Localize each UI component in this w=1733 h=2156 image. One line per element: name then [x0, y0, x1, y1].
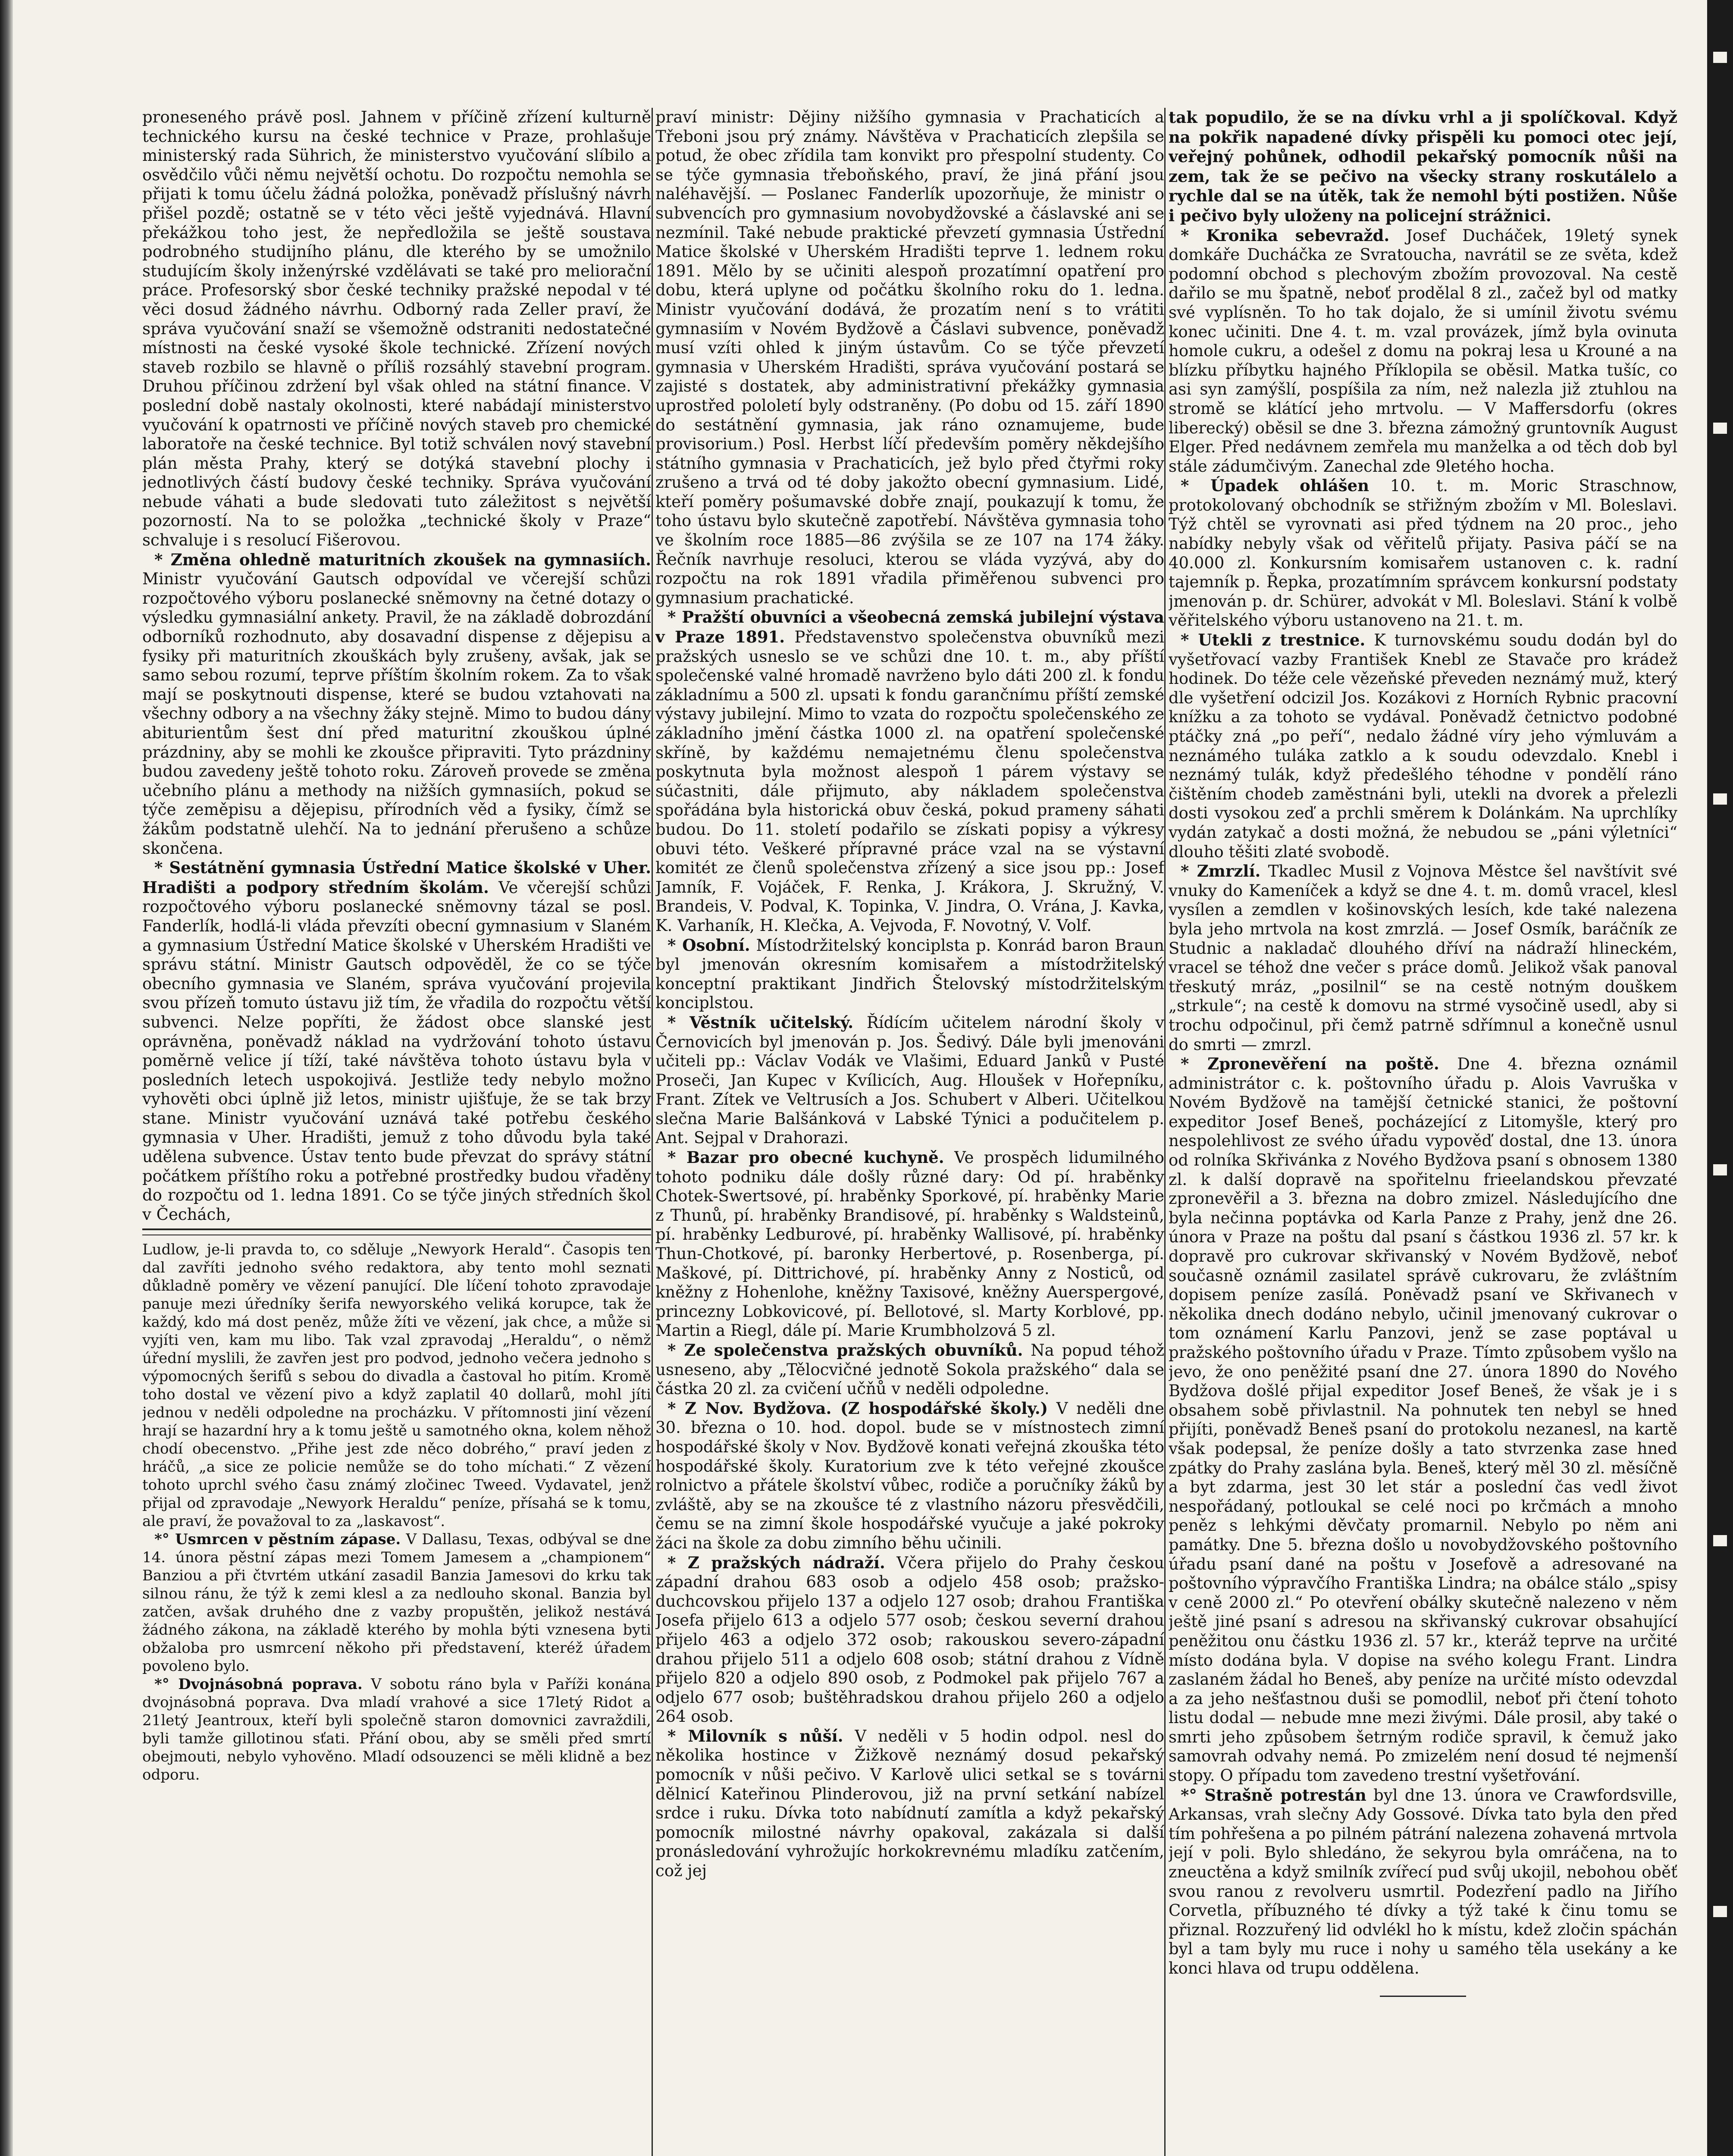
article-text: Představenstvo společenstva obuvníků mezi pražských usneslo se ve schůzi dne 10. t. m., aby příští společenské valné hromadě navrženo bylo dáti 200 zl. k fondu základnímu a 500 zl. upsati k fondu garančnímu příští zemské výstavy jubilejní. Mimo to vzata do rozpočtu společenského ze základního jmění částka 1000 zl. na opatření společenské skříně, by každému nemajetnému členu společenstva poskytnuta byla možnost alespoň 1 párem výstavy se súčastniti, dále přijmuto, aby nákladem společenstva spořádána byla historická obuv česká, pokud prameny sáhati budou. Do 11. století podařilo se získati popisy a výkresy obuvi této. Veškeré přípravné práce vzal na se výstavní komitét ze členů společenstva zřízený a sice jsou pp.: Josef Jamník, F. Vojáček, F. Renka, J. Krákora, J. Skružný, V. Brandeis, V. Podval, K. Topinka, V. Jindra, O. Vrána, J. Kavka, K. Varhaník, H. Klečka, A. Vejvoda, F. Novotný, V. Volf.	[655, 628, 1164, 935]
article-text: Místodržitelský konciplsta p. Konrád baron Braun byl jmenován okresním komisařem a místodržitelský konceptní praktikant Jindřich Štelovský místodržitelským konciplstou.	[655, 936, 1164, 1012]
column-middle	[655, 108, 1164, 2156]
article-paragraph: praví ministr: Dějiny nižšího gymnasia v Prachaticích a Třeboni jsou prý známy. Návštěva v Prachaticích zlepšila se potud, že obec zřídila tam konvikt pro přespolní studenty. Co se týče gymnasia třeboňského, praví, že jiná přání jsou naléhavější. — Poslanec Fanderlík upozorňuje, že ministr o subvencích pro gymnasium novobydžovské a čáslavské ani se nezmínil. Také nebude praktické převzetí gymnasia Ústřední Matice školské v Uherském Hradišti teprve 1. lednem roku 1891. Mělo by se učiniti alespoň prozatímní opatření pro dobu, která uplyne od počátku školního roku do 1. ledna. Ministr vyučování dodává, že prozatím není s to vrátiti gymnasiím v Novém Bydžově a Čáslavi subvence, poněvadž musí vzíti ohled k jiným ústavům. Co se týče převzetí gymnasia v Uherském Hradišti, správa vyučování postará se zajisté s dostatek, aby administrativní překážky gymnasia uprostřed pololetí byly odstraněny. (Po dobu od 15. září 1890 do sestátnění gymnasia, jak ráno oznamujeme, bude provisorium.) Posl. Herbst líčí především poměry někdejšího státního gymnasia v Prachaticích, jež bylo před čtyřmi roky zrušeno a trvá od té doby jakožto obecní gymnasium. Lidé, kteří poměry pošumavské dobře znají, poukazují k tomu, že toho ústavu bylo skutečně zapotřebí. Návštěva gymnasia toho ve školním roce 1885—86 zvýšila se ze 107 na 174 žáky. Řečník navrhuje resoluci, kterou se vláda vyzývá, aby do rozpočtu na rok 1891 vřadila přiměřenou subvenci pro gymnasium prachatické.	[655, 108, 1164, 607]
article-text: K turnovskému soudu dodán byl do vyšetřovací vazby František Knebl ze Stavače pro krádež hodinek. Do téže cele vězeňské převeden neznámý muž, který dle vyšetření odcizil Jos. Kozákovi z Horních Rybnic pracovní knížku a za tohoto se vydával. Poněvadž četnictvo podobné ptáčky zná „po peří“, nedalo žádné víry jeho výmluvám a neznámého tuláka zatklo a k soudu odevzdalo. Knebl i neznámý tulák, když předešlého téhodne v pondělí ráno čištěním chodeb zaměstnáni byli, utekli na dvorek a přelezli dosti vysokou zeď a prchli směrem k Dolánkám. Na uprchlíky vydán zatykač a dosti možná, že nebudou se „páni výletníci“ dlouho těšiti zlaté svobodě.	[1169, 631, 1677, 861]
article-heading: * Z Nov. Bydžova. (Z hospodářské školy.)	[668, 1398, 1048, 1418]
article-paragraph	[655, 936, 1164, 1013]
article-text: Včera přijelo do Prahy českou západní drahou 683 osob a odjelo 458 osob; pražsko-duchcovskou přijelo 137 a odjelo 127 osob; drahou Františka Josefa přijelo 613 a odjelo 577 osob; českou severní drahou přijelo 463 a odjelo 372 osob; rakouskou severo-západní drahou přijelo 511 a odjelo 608 osob; státní drahou z Vídně přijelo 820 a odjelo 890 osob, z Podmokel pak přijelo 767 a odjelo 677 osob; buštěhradskou drahou přijelo 260 a odjelo 264 osob.	[655, 1553, 1164, 1726]
column-right	[1169, 108, 1677, 2156]
article-text: Dne 4. března oznámil administrátor c. k. poštovního úřadu p. Alois Vavruška v Novém Bydžově na tamější četnické stanici, že poštovní expeditor Josef Beneš, pocházející z Litomyšle, který pro nespolehlivost ze svého úřadu vypověď dostal, dne 13. února od rolníka Skřivánka z Nového Bydžova psaní s obnosem 1380 zl. k další dopravě na spořitelnu frieelandskou převzaté zpronevěřil a 3. března na dobro zmizel. Následujícího dne byla nečinna poptávka od Karla Panze z Prahy, jenž dne 26. února v Praze na poštu dal psaní s částkou 1936 zl. 57 kr. k dopravě pro cukrovar skřivanský v Novém Bydžově, neboť současně oznámil zasilatel správě cukrovaru, že zvláštním dopisem peníze zasílá. Poněvadž psaní ve Skřivanech v několika dnech dodáno nebylo, učinil jmenovaný cukrovar o tom oznámení Karlu Panzovi, jenž se zase poptával u pražského poštovního úřadu v Praze. Tímto způsobem vyšlo na jevo, že ono peněžité psaní dne 27. února 1890 do Nového Bydžova došlé přijal expeditor Josef Beneš, že však je i s obsahem sobě přivlastnil. Na pohnutek ten nebyl se hned přijíti, poněvadž Beneš psaní do protokolu nezanesl, na kartě však podepsal, že peníze došly a tato stvrzenka zase hned zpátky do Prahy zaslána byla. Beneš, který měl 30 zl. měsíčně a byt zdarma, jest 30 let stár a poslední čas vedl život nespořádaný, potloukal se celé noci po krčmách a mnoho peněz s lehkými děvčaty promarnil. Nebylo po něm ani památky. Dne 5. března došlo u novobydžovského poštovního úřadu psaní dané na poštu v Josefově a adresované na poštovního výpravčího Františka Lindra; na obálce stálo „spisy v ceně 2000 zl.“ Po otevření obálky skutečně nalezeno v něm ještě jiné psaní s adresou na skřivanský cukrovar obsahující peněžitou onu částku 1936 zl. 57 kr., kteráž teprve na určité místo dodána byla. V dopise na svého kolegu Frant. Lindra zaslaném žádal ho Beneš, aby peníze na určité místo odevzdal a za jeho nešťastnou duši se pomodlil, neboť při čtení tohoto listu dodal — nebude mne mezi živými. Dále prosil, aby také o smrti jeho způsobem šetrným rodiče spravil, k čemuž jako samovrah odvahy nemá. Po zmizelém není dosud té nejmenší stopy. O případu tom zavedeno trestní vyšetřování.	[1169, 1055, 1677, 1785]
edge-mark	[1713, 793, 1727, 805]
article-heading: * Úpadek ohlášen	[1181, 476, 1369, 495]
article-heading: * Sestátnění gymnasia Ústřední Matice školské v Uher. Hradišti a podpory středním školám.	[142, 858, 651, 897]
article-paragraph	[142, 1675, 651, 1784]
article-heading: * Z pražských nádraží.	[668, 1553, 885, 1572]
feuilleton-section	[142, 1241, 651, 1784]
article-text: V sobotu ráno byla v Paříži konána dvojnásobná poprava. Dva mladí vrahové a sice 17letý Ridot a 21letý Jeantroux, kteří byli společně staron domovnici zavraždili, byli tamže gillotinou sťati. Přání obou, aby se směli před smrtí obejmouti, nebylo vyhověno. Mladí odsouzenci se měli klidně a bez odporu.	[142, 1676, 651, 1784]
article-text: Tkadlec Musil z Vojnova Městce šel navštívit své vnuky do Kameníček a když se dne 4. t. m. domů vracel, klesl vysílen a zemdlen v košinovských lesích, kde také nalezena byla jeho mrtvola na kost zmrzlá. — Josef Osmík, baráčník ze Studnic a nakladač dlouhého dříví na nádraží hlineckém, vracel se téhož dne večer s práce domů. Jelikož však panoval třeskutý mráz, „posilnil“ se na cestě notným douškem „strkule“; na cestě k domovu na strmé vysočině usedl, aby si trochu odpočinul, při čemž patrně sdřímnul a konečně usnul do smrti — zmrzl.	[1169, 862, 1677, 1054]
article-heading: * Pražští obuvníci a všeobecná zemská jubilejní výstava v Praze 1891.	[655, 608, 1164, 647]
article-heading: * Kronika sebevražd.	[1181, 226, 1390, 245]
article-text: V neděli dne 30. března o 10. hod. dopol. bude se v místnostech zimní hospodářské školy v Nov. Bydžově konati veřejná zkouška této hospodářské školy. Kuratorium zve k této veřejné zkoušce rolnictvo a přátele školství vůbec, rodiče a poručníky žáků by zvláště, aby se na zkoušce té z vlastního názoru přesvědčili, čemu se na zimní škole hospodářské vyučuje a jaké pokroky žáci na škole za dobu zimního běhu učinili.	[655, 1399, 1164, 1552]
article-paragraph	[142, 550, 651, 859]
article-heading: * Ze společenstva pražských obuvníků.	[668, 1341, 1023, 1360]
article-text: byl dne 13. února ve Crawfordsville, Arkansas, vrah slečny Ady Gossové. Dívka tato byla den před tím pohřešena a po pilném pátrání nalezena zohavená mrtvola její v poli. Bylo shledáno, že sekyrou byla omráčena, na to zneuctěna a když smilník zvířecí pud svůj ukojil, nebohou oběť svou ranou z revolveru usmrtil. Podezření padlo na Jiřího Corvetla, příbuzného té dívky a týž také k činu tomu se přiznal. Rozzuřený lid odvlékl ho k místu, kdež zločin spáchán byl a tam byly mu ruce i nohy u samého těla usekány a ke konci hlava od trupu oddělena.	[1169, 1786, 1677, 1977]
article-paragraph	[655, 1553, 1164, 1727]
article-heading: *° Strašně potrestán	[1181, 1785, 1366, 1805]
article-paragraph: proneseného právě posl. Jahnem v příčině zřízení kulturně technického kursu na české technice v Praze, prohlašuje ministerský rada Sührich, že ministerstvo vyučování slíbilo a osvědčilo vůči němu největší ochotu. Do rozpočtu nemohla se přijati k tomu účelu žádná položka, poněvadž příslušný návrh přišel pozdě; ostatně se v této věci ještě vyjednává. Hlavní překážkou toho jest, že nepředložila se ještě soustava podrobného studijního plánu, dle kterého by se umožnilo studujícím školy inženýrské vzdělávati se také pro meliorační práce. Profesorský sbor české techniky pražské nepodal v té věci dosud žádného návrhu. Odborný rada Zeller praví, že správa vyučování snaží se všemožně odstraniti nedostatečné místnosti na české vysoké škole technické. Zřízení nových staveb rozbilo se hlavně o příliš rozsáhlý stavební program. Druhou příčinou zdržení byl však ohled na státní finance. V poslední době nastaly okolnosti, které nabádají ministerstvo vyučování k opatrnosti ve příčině nových staveb pro chemické laboratoře na české technice. Byl totiž schválen nový stavební plán města Prahy, který se dotýká stavební plochy i jednotlivých částí budovy české techniky. Správa vyučování nebude váhati a bude sledovati tuto záležitost s největší pozorností. Na to se položka „technické školy v Praze“ schvaluje i s resolucí Fišerovou.	[142, 108, 651, 550]
article-heading: * Utekli z trestnice.	[1181, 630, 1366, 650]
column-left	[142, 108, 651, 2156]
article-paragraph	[1169, 1054, 1677, 1786]
page-fold-shadow	[0, 0, 13, 2156]
article-heading: *° Usmrcen v pěstním zápase.	[154, 1531, 401, 1548]
edge-mark	[1713, 423, 1727, 434]
end-rule	[1380, 1996, 1466, 1997]
article-text: 10. t. m. Moric Straschnow, protokolovaný obchodník se střižným zbožím v Ml. Boleslavi. Týž chtěl se vyrovnati asi před týdnem na 20 proc., jeho nabídky nebyly však od věřitelů přijaty. Pasiva páčí se na 40.000 zl. Konkursním komisařem ustanoven c. k. radní tajemník p. Řepka, prozatímním správcem konkursní podstaty jmenován p. dr. Schürer, advokát v Ml. Boleslavi. Stání k volbě věřitelského výboru ustanoveno na 21. t. m.	[1169, 476, 1677, 630]
article-paragraph	[655, 1341, 1164, 1399]
article-heading: * Bazar pro obecné kuchyně.	[668, 1148, 944, 1167]
article-heading: * Věstník učitelský.	[668, 1012, 854, 1032]
article-heading: * Osobní.	[668, 935, 750, 955]
article-heading: * Zpronevěření na poště.	[1181, 1054, 1439, 1074]
column-rule	[1164, 108, 1166, 2156]
article-heading: * Změna ohledně maturitních zkoušek na gymnasiích.	[154, 550, 651, 569]
article-text: Ve prospěch lidumilného tohoto podniku dále došly různé dary: Od pí. hraběnky Chotek-Swertsové, pí. hraběnky Sporkové, pí. hraběnky Marie z Thunů, pí. hraběnky Brandisové, pí. hraběnky s Waldsteinů, pí. hraběnky Ledburové, pí. hraběnky Wallisové, pí. hraběnky Thun-Chotkové, pí. baronky Herbertové, p. Rosenberga, pí. Maškové, pí. Dittrichové, pí. hraběnky Anny z Nosticů, od kněžny z Hohenlohe, kněžny Taxisové, kněžny Auerspergové, princezny Lobkovicové, pí. Bellotové, sl. Marty Korblové, pp. Martin a Riegl, dále pí. Marie Krumbholzová 5 zl.	[655, 1148, 1164, 1340]
article-paragraph	[142, 1530, 651, 1675]
article-heading: *° Dvojnásobná poprava.	[154, 1676, 363, 1693]
article-text: Ve včerejší schůzi rozpočtového výboru poslanecké sněmovny tázal se posl. Fanderlík, hodlá-li vláda převzíti obecní gymnasium v Slaném a gymnasium Ústřední Matice školské v Uherském Hradišti ve správu státní. Ministr Gautsch odpověděl, že co se týče obecního gymnasia ve Slaném, správa vyučování projevila svou přízeň tomuto ústavu již tím, že vřadila do rozpočtu větší subvenci. Nelze popříti, že žádost obce slanské jest oprávněna, poněvadž náklad na vydržování tohoto ústavu poměrně velice jí tíží, také návštěva tohoto ústavu byla v posledních letech uspokojivá. Jestliže tedy nebylo možno vyhověti obci úplně již letos, ministr ujišťuje, že se tak brzy stane. Ministr vyučování uznává také potřebu českého gymnasia v Uher. Hradišti, jemuž z toho důvodu byla také udělena subvence. Ústav tento bude převzat do správy státní počátkem příštího roku a potřebné prostředky budou vřaděny do rozpočtu od 1. ledna 1891. Co se týče jiných středních škol v Čechách,	[142, 878, 651, 1224]
article-paragraph	[655, 1399, 1164, 1553]
article-paragraph: Ludlow, je-li pravda to, co sděluje „Newyork Herald“. Časopis ten dal zavříti jednoho svého redaktora, aby tento mohl seznati důkladně poměry ve vězení panující. Dle líčení tohoto zpravodaje panuje mezi úředníky šerifa newyorského veliká korupce, tak že každý, kdo má dost peněz, může žíti ve vězení, jak chce, a může si vyjíti ven, kam mu libo. Tak vzal zpravodaj „Heraldu“, o němž úřední myslili, že zavřen jest pro podvod, jednoho večera jednoho s výpomocných šerifů s sebou do divadla a častoval ho pitím. Kromě toho dostal ve vězení pivo a když zaplatil 40 dollarů, mohl jíti jednou v neděli odpoledne na procházku. V přítomnosti jiní vězení hrají se hazardní hry a k tomu ještě u samotného okna, kolem něhož chodí obecenstvo. „Přihe jest zde něco dobrého,“ praví jeden z hráčů, „a sice ze policie nemůže se do toho míchati.“ Z vězení tohoto uprchl svého času známý zločinec Tweed. Vydavatel, jenž přijal od zpravodaje „Newyork Heraldu“ peníze, přísahá se k tomu, ale praví, že považoval to za „laskavost“.	[142, 1241, 651, 1530]
edge-mark	[1713, 1164, 1727, 1175]
article-paragraph	[1169, 1786, 1677, 1978]
article-paragraph	[655, 1727, 1164, 1881]
column-rule	[652, 108, 653, 2156]
article-paragraph	[655, 1013, 1164, 1148]
article-text: Řídícím učitelem národní školy v Černovicích byl jmenován p. Jos. Šedivý. Dále byli jmenováni učiteli pp.: Václav Vodák ve Vlašimi, Eduard Janků v Pusté Proseči, Jan Kupec v Kvílicích, Aug. Hloušek v Hořepníku, Frant. Zítek ve Veltrusích a Jos. Schubert v Alberi. Učitelkou slečna Marie Balšánková v Labské Týnici a podučitelem p. Ant. Sejpal v Drahorazi.	[655, 1013, 1164, 1147]
section-separator	[142, 1228, 651, 1230]
article-paragraph	[142, 858, 651, 1224]
edge-mark	[1713, 1906, 1727, 1917]
article-text: V neděli v 5 hodin odpol. nesl do několika hostince v Žižkově neznámý dosud pekařský pomocník v nůši pečivo. V Karlově ulici setkal se s továrni dělnicí Kateřinou Plinderovou, již na první setkání nabízel srdce i ruku. Dívka toto nabídnutí zamítla a když pekařský pomocník milostné návrhy opakoval, zakázala si další pronásledování vyhrožujíc horkokrevnému mladíku zatčením, což jej	[655, 1727, 1164, 1880]
article-paragraph	[1169, 108, 1677, 226]
article-paragraph	[1169, 630, 1677, 862]
article-heading: * Milovník s nůší.	[668, 1726, 843, 1745]
article-text: Ministr vyučování Gautsch odpovídal ve včerejší schůzi rozpočtového výboru poslanecké sněmovny na četné dotazy o výsledku gymnasiální ankety. Pravil, že na základě dobrozdání odborníků rozhodnuto, aby dosavadní dispense z dějepisu a fysiky při maturitních zkouškách byly zrušeny, avšak, jak se samo sebou rozumí, teprve příštím školním rokem. Za to však mají se poskytnouti dispense, které se budou vztahovati na všechny odbory a na všechny žáky stejně. Mimo to budou dány abiturientům šest dní před maturitní zkouškou úplné prázdniny, aby se mohli ke zkoušce připraviti. Tyto prázdniny budou zavedeny ještě tohoto roku. Zároveň provede se změna učebního plánu a methody na nižších gymnasiích, pokud se týče zeměpisu a dějepisu, přírodních věd a fysiky, čímž se žákům podstatně ulehčí. Na to jednání přerušeno a schůze skončena.	[142, 570, 651, 858]
article-paragraph	[1169, 862, 1677, 1054]
article-text-bold: tak popudilo, že se na dívku vrhl a ji spolíčkoval. Když na pokřik napadené dívky přispěli ku pomoci otec její, veřejný pohůnek, odhodil pekařský pomocník nůši na zem, tak že se pečivo na všecky strany roskutálelo a rychle dal se na útěk, tak že nemohl býti postižen. Nůše i pečivo byly uloženy na policejní strážnici.	[1169, 108, 1677, 225]
edge-mark	[1713, 52, 1727, 63]
article-text: Na popud téhož usneseno, aby „Tělocvičné jednotě Sokola pražského“ dala se částka 20 zl. za cvičení učňů v neděli odpoledne.	[655, 1341, 1164, 1398]
article-paragraph	[655, 1148, 1164, 1341]
article-heading: * Zmrzlí.	[1181, 862, 1261, 881]
article-text: Josef Ducháček, 19letý synek domkáře Ducháčka ze Svratoucha, navrátil se ze světa, kdež podomní obchod s plechovým zbožím provozoval. Na cestě dařilo se mu špatně, neboť prodělal 8 zl., začež byl od matky své vyplísněn. To ho tak dojalo, že si umínil životu svému konec učiniti. Dne 4. t. m. vzal provázek, jímž byla ovinuta homole cukru, a odešel z domu na pokraj lesa u Krouné a na blízku příbytku hajného Příklopila se oběsil. Matka tušíc, co asi syn zamýšlí, pospíšila za ním, než nalezla již ztuhlou na stromě se klátící jeho mrtvolu. — V Maffersdorfu (okres liberecký) oběsil se dne 3. března zámožný gruntovník August Elger. Před nedávnem zemřela mu manželka a od těch dob byl stále zádumčivým. Zanechal zde 9letého hocha.	[1169, 226, 1677, 476]
scan-edge	[1707, 0, 1733, 2156]
edge-mark	[1713, 1535, 1727, 1546]
article-text: V Dallasu, Texas, odbýval se dne 14. února pěstní zápas mezi Tomem Jamesem a „championem“ Banziou a při čtvrtém utkání zasadil Banzia Jamesovi do krku tak silnou ránu, že týž k zemi klesl a za nedlouho skonal. Banzia byl zatčen, avšak druhého dne z vazby propuštěn, jelikož nestává žádného zákona, na základě kterého by mohla býti vznesena byti obžaloba pro usmrcení někoho při představení, kteréž úřadem povoleno bylo.	[142, 1531, 651, 1675]
article-paragraph	[1169, 476, 1677, 630]
article-paragraph	[1169, 226, 1677, 476]
article-paragraph	[655, 608, 1164, 935]
